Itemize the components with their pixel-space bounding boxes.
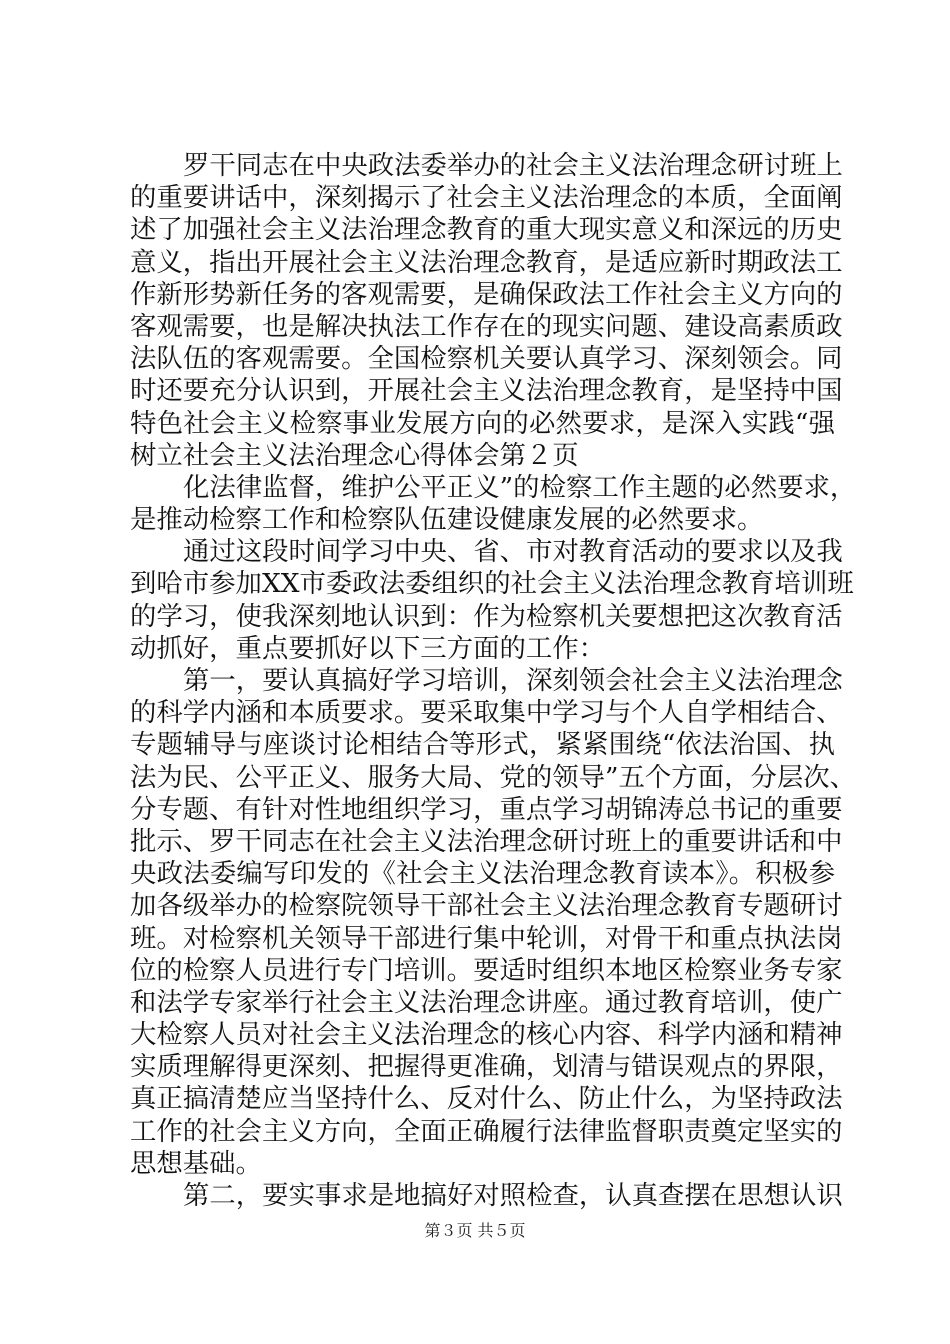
text-line: 和法学专家举行社会主义法治理念讲座。通过教育培训，使广 xyxy=(130,986,843,1018)
text-line: 分专题、有针对性地组织学习，重点学习胡锦涛总书记的重要 xyxy=(130,793,843,825)
text-line: 的重要讲话中，深刻揭示了社会主义法治理念的本质，全面阐 xyxy=(130,182,843,214)
text-line: 罗干同志在中央政法委举办的社会主义法治理念研讨班上 xyxy=(183,150,843,181)
text-line: 央政法委编写印发的《社会主义法治理念教育读本》。积极参 xyxy=(130,858,835,890)
text-line: 的学习，使我深刻地认识到：作为检察机关要想把这次教育活 xyxy=(130,600,843,632)
text-line: 动抓好，重点要抓好以下三方面的工作： xyxy=(130,632,606,664)
text-line: 真正搞清楚应当坚持什么、反对什么、防止什么，为坚持政法 xyxy=(130,1083,843,1115)
text-line: 意义，指出开展社会主义法治理念教育，是适应新时期政法工 xyxy=(130,246,843,278)
text-line: 客观需要，也是解决执法工作存在的现实问题、建设高素质政 xyxy=(130,310,843,342)
text-line: 班。对检察机关领导干部进行集中轮训，对骨干和重点执法岗 xyxy=(130,922,843,954)
text-line: 法为民、公平正义、服务大局、党的领导”五个方面，分层次、 xyxy=(130,761,857,793)
text-line: 工作的社会主义方向，全面正确履行法律监督职责奠定坚实的 xyxy=(130,1115,843,1147)
text-line: 第二，要实事求是地搞好对照检查，认真查摆在思想认识 xyxy=(183,1180,843,1211)
text-line: 是推动检察工作和检察队伍建设健康发展的必然要求。 xyxy=(130,504,764,536)
text-line: 大检察人员对社会主义法治理念的核心内容、科学内涵和精神 xyxy=(130,1019,843,1051)
text-line: 批示、罗干同志在社会主义法治理念研讨班上的重要讲话和中 xyxy=(130,825,843,857)
text-line: 思想基础。 xyxy=(130,1147,262,1179)
text-line: 加各级举办的检察院领导干部社会主义法治理念教育专题研讨 xyxy=(130,890,843,922)
text-line: 通过这段时间学习中央、省、市对教育活动的要求以及我 xyxy=(183,536,843,568)
text-line: 位的检察人员进行专门培训。要适时组织本地区检察业务专家 xyxy=(130,954,843,986)
text-line: 实质理解得更深刻、把握得更准确，划清与错误观点的界限， xyxy=(130,1051,843,1083)
text-line: 化法律监督，维护公平正义”的检察工作主题的必然要求， xyxy=(183,471,857,503)
text-line: 作新形势新任务的客观需要，是确保政法工作社会主义方向的 xyxy=(130,278,843,310)
text-line: 时还要充分认识到，开展社会主义法治理念教育，是坚持中国 xyxy=(130,375,843,407)
text-line: 到哈市参加XX市委政法委组织的社会主义法治理念教育培训班 xyxy=(130,568,854,600)
text-line: 的科学内涵和本质要求。要采取集中学习与个人自学相结合、 xyxy=(130,697,843,729)
page-number: 第３页 共５页 xyxy=(424,1221,526,1240)
document-body xyxy=(130,150,857,1212)
text-line: 第一，要认真搞好学习培训，深刻领会社会主义法治理念 xyxy=(183,665,843,696)
text-line: 述了加强社会主义法治理念教育的重大现实意义和深远的历史 xyxy=(130,214,843,246)
text-line: 特色社会主义检察事业发展方向的必然要求，是深入实践“强 xyxy=(130,407,835,439)
text-line: 法队伍的客观需要。全国检察机关要认真学习、深刻领会。同 xyxy=(130,343,843,375)
page-break-caption: 树立社会主义法治理念心得体会第２页 xyxy=(130,439,579,471)
text-line: 专题辅导与座谈讨论相结合等形式，紧紧围绕“依法治国、执 xyxy=(130,729,835,761)
